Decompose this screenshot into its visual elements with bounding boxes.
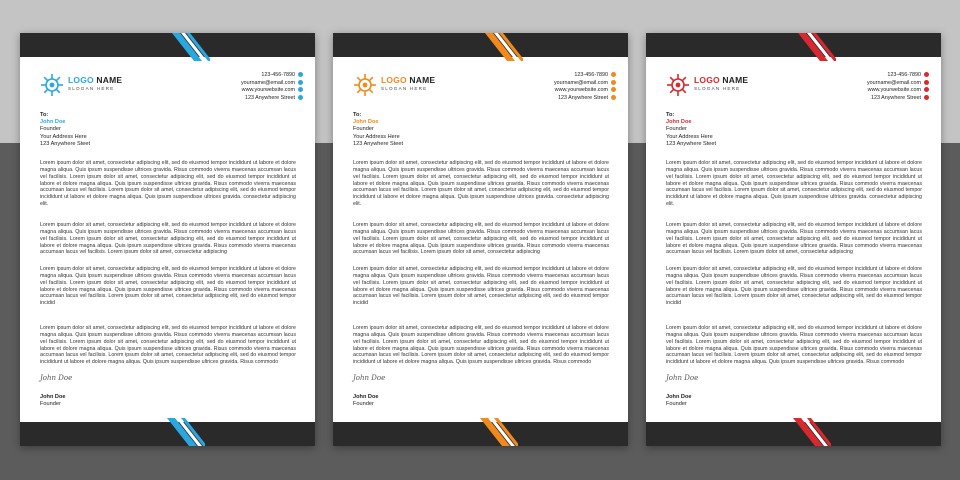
contact-email-text: yourname@email.com	[240, 79, 295, 86]
globe-icon	[298, 87, 303, 92]
header-stripes-icon	[150, 33, 210, 61]
body-paragraph-3: Lorem ipsum dolor sit amet, consectetur adipiscing elit, sed do eiusmod tempor incididunt ut labore et dolore magna aliqua. Quis ipsum suspendisse ultrices gravida. Risus commodo viverra maecenas accumsan lacus vel facilisis. Lorem ipsum dolor sit amet, consectetur adipiscing elit, sed do eiusmod tempor incididunt ut labore et dolore magna aliqua. Quis ipsum suspendisse ultrices gravida. Risus commodo viverra maecenas accumsan lacus vel facilisis. Lorem ipsum dolor sit amet, consectetur adipiscing elit, sed do eiusmod tempor incidid	[666, 266, 922, 307]
recipient-title: Founder	[666, 126, 687, 133]
email-icon	[611, 80, 616, 85]
contact-website	[554, 87, 616, 95]
contact-phone-text: 123-456-7890	[261, 72, 295, 78]
recipient-to-label: To:	[40, 112, 49, 118]
signer-title: Founder	[40, 401, 61, 408]
body-paragraph-3: Lorem ipsum dolor sit amet, consectetur adipiscing elit, sed do eiusmod tempor incididunt ut labore et dolore magna aliqua. Quis ipsum suspendisse ultrices gravida. Risus commodo viverra maecenas accumsan lacus vel facilisis. Lorem ipsum dolor sit amet, consectetur adipiscing elit, sed do eiusmod tempor incididunt ut labore et dolore magna aliqua. Quis ipsum suspendisse ultrices gravida. Risus commodo viverra maecenas accumsan lacus vel facilisis. Lorem ipsum dolor sit amet, consectetur adipiscing elit, sed do eiusmod tempor incidid	[353, 266, 609, 307]
brand-name	[694, 75, 748, 85]
signer-block	[666, 394, 691, 408]
contact-block	[867, 72, 929, 102]
brand-block	[694, 75, 748, 91]
recipient-to-label: To:	[353, 112, 362, 118]
contact-address	[241, 95, 303, 103]
body-paragraph-2: Lorem ipsum dolor sit amet, consectetur adipiscing elit, sed do eiusmod tempor incididunt ut labore et dolore magna aliqua. Quis ipsum suspendisse ultrices gravida. Risus commodo viverra maecenas accumsan lacus vel facilisis. Lorem ipsum dolor sit amet, consectetur adipiscing elit, sed do eiusmod tempor incididunt ut labore et dolore magna aliqua. Quis ipsum suspendisse ultrices gravida. Risus commodo viverra maecenas accumsan lacus vel facilisis. Lorem ipsum dolor sit amet, consectetur adipiscing	[40, 222, 296, 256]
contact-block	[241, 72, 303, 102]
brand-name-first: LOGO	[381, 75, 407, 85]
recipient-title: Founder	[40, 126, 61, 133]
globe-icon	[611, 87, 616, 92]
signer-name: John Doe	[666, 394, 692, 400]
location-icon	[924, 95, 929, 100]
footer-stripes-icon	[458, 418, 518, 446]
recipient-block	[40, 112, 90, 148]
contact-address	[867, 95, 929, 103]
recipient-name: John Doe	[353, 119, 379, 126]
contact-website-text: www.yourwebsite.com	[867, 87, 921, 94]
brand-name-rest: NAME	[93, 75, 123, 85]
logo-icon	[666, 73, 690, 97]
recipient-address-line2: 123 Anywhere Steet	[353, 140, 404, 147]
contact-website-text: www.yourwebsite.com	[554, 87, 608, 94]
phone-icon	[611, 72, 616, 77]
signature: John Doe	[40, 374, 73, 382]
brand-name-first: LOGO	[694, 75, 720, 85]
contact-address	[554, 95, 616, 103]
contact-phone-text: 123-456-7890	[887, 72, 921, 78]
contact-phone	[554, 72, 616, 80]
recipient-address-line1: Your Address Here	[353, 133, 400, 140]
contact-address-text: 123 Anywhere Street	[557, 94, 608, 101]
letterhead-sheet-3	[646, 33, 941, 446]
brand-slogan: SLOGAN HERE	[381, 86, 428, 91]
signer-name: John Doe	[353, 394, 379, 400]
body-paragraph-3: Lorem ipsum dolor sit amet, consectetur adipiscing elit, sed do eiusmod tempor incididunt ut labore et dolore magna aliqua. Quis ipsum suspendisse ultrices gravida. Risus commodo viverra maecenas accumsan lacus vel facilisis. Lorem ipsum dolor sit amet, consectetur adipiscing elit, sed do eiusmod tempor incididunt ut labore et dolore magna aliqua. Quis ipsum suspendisse ultrices gravida. Risus commodo viverra maecenas accumsan lacus vel facilisis. Lorem ipsum dolor sit amet, consectetur adipiscing elit, sed do eiusmod tempor incidid	[40, 266, 296, 307]
footer-stripes-icon	[771, 418, 831, 446]
signer-title: Founder	[353, 401, 374, 408]
globe-icon	[924, 87, 929, 92]
body-paragraph-4: Lorem ipsum dolor sit amet, consectetur adipiscing elit, sed do eiusmod tempor incididunt ut labore et dolore magna aliqua. Quis ipsum suspendisse ultrices gravida. Risus commodo viverra maecenas accumsan lacus vel facilisis. Lorem ipsum dolor sit amet, consectetur adipiscing elit, sed do eiusmod tempor incididunt ut labore et dolore magna aliqua. Quis ipsum suspendisse ultrices gravida. Risus commodo viverra maecenas accumsan lacus vel facilisis. Lorem ipsum dolor sit amet, consectetur adipiscing elit, sed do eiusmod tempor incididunt ut labore et dolore magna aliqua. Quis ipsum suspendisse ultrices gravida. Risus commodo	[40, 325, 296, 366]
footer-stripes-icon	[145, 418, 205, 446]
recipient-to-label: To:	[666, 112, 675, 118]
body-paragraph-4: Lorem ipsum dolor sit amet, consectetur adipiscing elit, sed do eiusmod tempor incididunt ut labore et dolore magna aliqua. Quis ipsum suspendisse ultrices gravida. Risus commodo viverra maecenas accumsan lacus vel facilisis. Lorem ipsum dolor sit amet, consectetur adipiscing elit, sed do eiusmod tempor incididunt ut labore et dolore magna aliqua. Quis ipsum suspendisse ultrices gravida. Risus commodo viverra maecenas accumsan lacus vel facilisis. Lorem ipsum dolor sit amet, consectetur adipiscing elit, sed do eiusmod tempor incididunt ut labore et dolore magna aliqua. Quis ipsum suspendisse ultrices gravida. Risus commodo	[666, 325, 922, 366]
signer-block	[353, 394, 378, 408]
contact-phone	[867, 72, 929, 80]
signature: John Doe	[353, 374, 386, 382]
letterhead-sheet-2	[333, 33, 628, 446]
brand-slogan: SLOGAN HERE	[694, 86, 741, 91]
recipient-block	[666, 112, 716, 148]
brand-name	[381, 75, 435, 85]
body-paragraph-1: Lorem ipsum dolor sit amet, consectetur adipiscing elit, sed do eiusmod tempor incididunt ut labore et dolore magna aliqua. Quis ipsum suspendisse ultrices gravida. Risus commodo viverra maecenas accumsan lacus vel facilisis. Lorem ipsum dolor sit amet, consectetur adipiscing elit, sed do eiusmod tempor incididunt ut labore et dolore magna aliqua. Quis ipsum suspendisse ultrices gravida. Risus commodo viverra maecenas accumsan lacus vel facilisis. Lorem ipsum dolor sit amet, consectetur adipiscing elit, sed do eiusmod tempor incididunt ut labore et dolore magna aliqua. Quis ipsum suspendisse ultrices gravida. consectetur adipiscing elit.	[666, 160, 922, 208]
contact-block	[554, 72, 616, 102]
phone-icon	[924, 72, 929, 77]
signature: John Doe	[666, 374, 699, 382]
contact-email	[241, 80, 303, 88]
body-paragraph-1: Lorem ipsum dolor sit amet, consectetur adipiscing elit, sed do eiusmod tempor incididunt ut labore et dolore magna aliqua. Quis ipsum suspendisse ultrices gravida. Risus commodo viverra maecenas accumsan lacus vel facilisis. Lorem ipsum dolor sit amet, consectetur adipiscing elit, sed do eiusmod tempor incididunt ut labore et dolore magna aliqua. Quis ipsum suspendisse ultrices gravida. Risus commodo viverra maecenas accumsan lacus vel facilisis. Lorem ipsum dolor sit amet, consectetur adipiscing elit, sed do eiusmod tempor incididunt ut labore et dolore magna aliqua. Quis ipsum suspendisse ultrices gravida. consectetur adipiscing elit.	[353, 160, 609, 208]
email-icon	[924, 80, 929, 85]
contact-email-text: yourname@email.com	[553, 79, 608, 86]
location-icon	[298, 95, 303, 100]
phone-icon	[298, 72, 303, 77]
brand-block	[68, 75, 122, 91]
body-paragraph-2: Lorem ipsum dolor sit amet, consectetur adipiscing elit, sed do eiusmod tempor incididunt ut labore et dolore magna aliqua. Quis ipsum suspendisse ultrices gravida. Risus commodo viverra maecenas accumsan lacus vel facilisis. Lorem ipsum dolor sit amet, consectetur adipiscing elit, sed do eiusmod tempor incididunt ut labore et dolore magna aliqua. Quis ipsum suspendisse ultrices gravida. Risus commodo viverra maecenas accumsan lacus vel facilisis. Lorem ipsum dolor sit amet, consectetur adipiscing	[353, 222, 609, 256]
contact-phone	[241, 72, 303, 80]
contact-address-text: 123 Anywhere Street	[870, 94, 921, 101]
logo-icon	[353, 73, 377, 97]
brand-slogan: SLOGAN HERE	[68, 86, 115, 91]
header-stripes-icon	[463, 33, 523, 61]
brand-block	[381, 75, 435, 91]
contact-email	[554, 80, 616, 88]
logo-icon	[40, 73, 64, 97]
contact-website-text: www.yourwebsite.com	[241, 87, 295, 94]
body-paragraph-1: Lorem ipsum dolor sit amet, consectetur adipiscing elit, sed do eiusmod tempor incididunt ut labore et dolore magna aliqua. Quis ipsum suspendisse ultrices gravida. Risus commodo viverra maecenas accumsan lacus vel facilisis. Lorem ipsum dolor sit amet, consectetur adipiscing elit, sed do eiusmod tempor incididunt ut labore et dolore magna aliqua. Quis ipsum suspendisse ultrices gravida. Risus commodo viverra maecenas accumsan lacus vel facilisis. Lorem ipsum dolor sit amet, consectetur adipiscing elit, sed do eiusmod tempor incididunt ut labore et dolore magna aliqua. Quis ipsum suspendisse ultrices gravida. consectetur adipiscing elit.	[40, 160, 296, 208]
contact-address-text: 123 Anywhere Street	[244, 94, 295, 101]
contact-website	[867, 87, 929, 95]
brand-name-rest: NAME	[719, 75, 749, 85]
header-stripes-icon	[776, 33, 836, 61]
email-icon	[298, 80, 303, 85]
body-paragraph-2: Lorem ipsum dolor sit amet, consectetur adipiscing elit, sed do eiusmod tempor incididunt ut labore et dolore magna aliqua. Quis ipsum suspendisse ultrices gravida. Risus commodo viverra maecenas accumsan lacus vel facilisis. Lorem ipsum dolor sit amet, consectetur adipiscing elit, sed do eiusmod tempor incididunt ut labore et dolore magna aliqua. Quis ipsum suspendisse ultrices gravida. Risus commodo viverra maecenas accumsan lacus vel facilisis. Lorem ipsum dolor sit amet, consectetur adipiscing	[666, 222, 922, 256]
signer-block	[40, 394, 65, 408]
contact-email	[867, 80, 929, 88]
signer-title: Founder	[666, 401, 687, 408]
brand-name-first: LOGO	[68, 75, 94, 85]
signer-name: John Doe	[40, 394, 66, 400]
location-icon	[611, 95, 616, 100]
recipient-title: Founder	[353, 126, 374, 133]
letterhead-sheet-1	[20, 33, 315, 446]
recipient-name: John Doe	[40, 119, 66, 126]
contact-website	[241, 87, 303, 95]
recipient-name: John Doe	[666, 119, 692, 126]
contact-phone-text: 123-456-7890	[574, 72, 608, 78]
contact-email-text: yourname@email.com	[866, 79, 921, 86]
recipient-address-line2: 123 Anywhere Steet	[40, 140, 91, 147]
body-paragraph-4: Lorem ipsum dolor sit amet, consectetur adipiscing elit, sed do eiusmod tempor incididunt ut labore et dolore magna aliqua. Quis ipsum suspendisse ultrices gravida. Risus commodo viverra maecenas accumsan lacus vel facilisis. Lorem ipsum dolor sit amet, consectetur adipiscing elit, sed do eiusmod tempor incididunt ut labore et dolore magna aliqua. Quis ipsum suspendisse ultrices gravida. Risus commodo viverra maecenas accumsan lacus vel facilisis. Lorem ipsum dolor sit amet, consectetur adipiscing elit, sed do eiusmod tempor incididunt ut labore et dolore magna aliqua. Quis ipsum suspendisse ultrices gravida. Risus commodo	[353, 325, 609, 366]
brand-name	[68, 75, 122, 85]
recipient-address-line2: 123 Anywhere Steet	[666, 140, 717, 147]
recipient-address-line1: Your Address Here	[40, 133, 87, 140]
brand-name-rest: NAME	[406, 75, 436, 85]
recipient-block	[353, 112, 403, 148]
recipient-address-line1: Your Address Here	[666, 133, 713, 140]
